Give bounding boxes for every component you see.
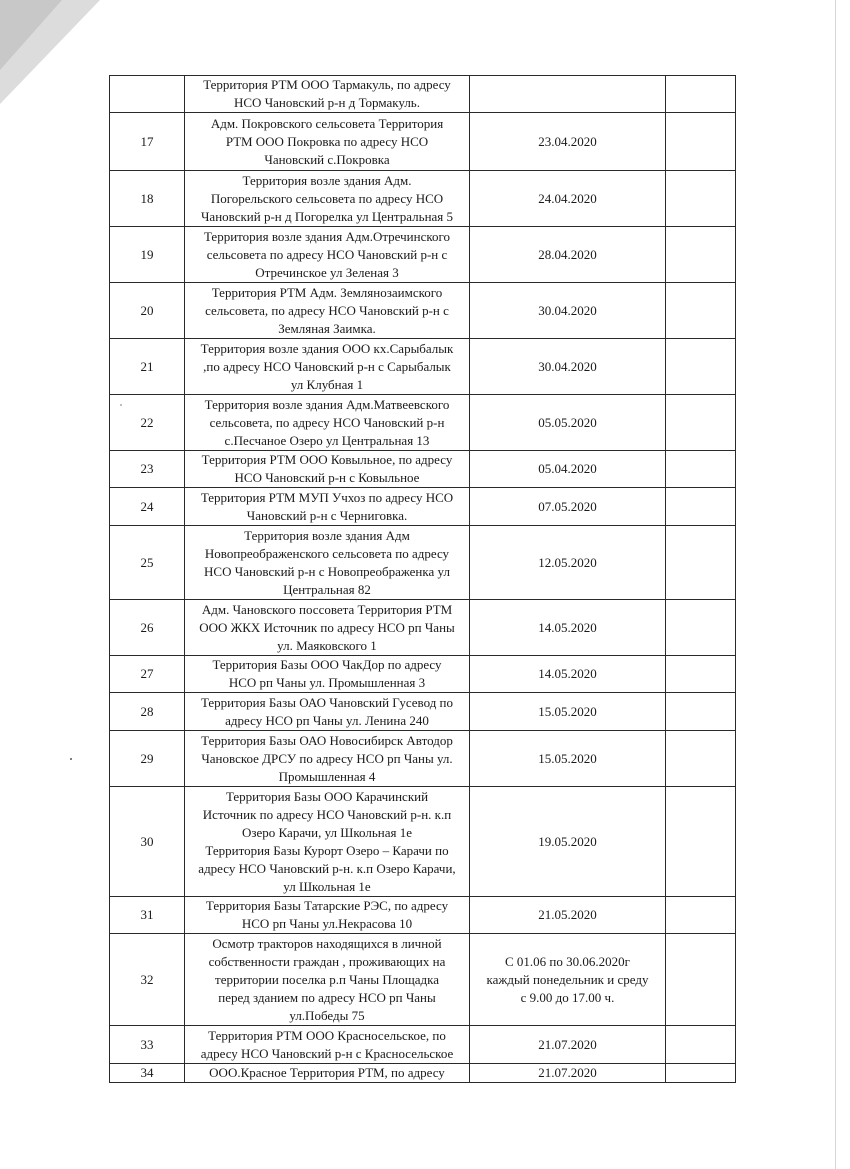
row-note — [666, 731, 736, 787]
row-number: 26 — [110, 600, 185, 656]
table-row — [110, 113, 736, 171]
table-row — [110, 488, 736, 526]
table-row — [110, 171, 736, 227]
row-location: Территория возле здания ООО кх.Сарыбалык ,по адресу НСО Чановский р-н с Сарыбалык ул Клубная 1 — [185, 339, 470, 395]
row-number: 31 — [110, 897, 185, 934]
row-location: Территория Базы Татарские РЭС, по адресу НСО рп Чаны ул.Некрасова 10 — [185, 897, 470, 934]
table-row — [110, 339, 736, 395]
row-location: Территория Базы ОАО Новосибирск Автодор Чановское ДРСУ по адресу НСО рп Чаны ул. Промышленная 4 — [185, 731, 470, 787]
row-date: 15.05.2020 — [470, 731, 666, 787]
row-note — [666, 395, 736, 451]
table-row — [110, 76, 736, 113]
row-note — [666, 934, 736, 1026]
schedule-table-body — [110, 76, 736, 1083]
table-row — [110, 1026, 736, 1064]
scan-edge-line — [835, 0, 836, 1169]
row-date: 23.04.2020 — [470, 113, 666, 171]
row-location: Территория Базы ООО ЧакДор по адресу НСО рп Чаны ул. Промышленная 3 — [185, 656, 470, 693]
row-location: Территория возле здания Адм.Матвеевского сельсовета, по адресу НСО Чановский р-н с.Песчаное Озеро ул Центральная 13 — [185, 395, 470, 451]
row-number: 28 — [110, 693, 185, 731]
row-number: 27 — [110, 656, 185, 693]
inspection-schedule-table — [109, 75, 736, 1083]
row-date: С 01.06 по 30.06.2020г каждый понедельник и среду с 9.00 до 17.00 ч. — [470, 934, 666, 1026]
scan-speck — [70, 758, 72, 760]
row-number: 34 — [110, 1064, 185, 1083]
table-row — [110, 787, 736, 897]
row-date: 19.05.2020 — [470, 787, 666, 897]
row-location: Территория РТМ ООО Тармакуль, по адресу НСО Чановский р-н д Тормакуль. — [185, 76, 470, 113]
row-number: 22 — [110, 395, 185, 451]
table-row — [110, 395, 736, 451]
table-row — [110, 934, 736, 1026]
row-location: Территория РТМ ООО Красносельское, по адресу НСО Чановский р-н с Красносельское — [185, 1026, 470, 1064]
row-location: Территория возле здания Адм Новопреображенского сельсовета по адресу НСО Чановский р-н с Новопреображенка ул Центральная 82 — [185, 526, 470, 600]
table-row — [110, 283, 736, 339]
row-note — [666, 787, 736, 897]
row-date — [470, 76, 666, 113]
row-location: Адм. Покровского сельсовета Территория РТМ ООО Покровка по адресу НСО Чановский с.Покровка — [185, 113, 470, 171]
row-location: Территория РТМ ООО Ковыльное, по адресу НСО Чановский р-н с Ковыльное — [185, 451, 470, 488]
row-number: 32 — [110, 934, 185, 1026]
row-number: 21 — [110, 339, 185, 395]
table-row — [110, 693, 736, 731]
row-note — [666, 227, 736, 283]
row-location: Территория РТМ МУП Учхоз по адресу НСО Чановский р-н с Черниговка. — [185, 488, 470, 526]
row-note — [666, 76, 736, 113]
row-date: 15.05.2020 — [470, 693, 666, 731]
row-number: 17 — [110, 113, 185, 171]
table-row — [110, 526, 736, 600]
table-row — [110, 656, 736, 693]
table-row — [110, 1064, 736, 1083]
row-note — [666, 1026, 736, 1064]
row-number: 24 — [110, 488, 185, 526]
row-note — [666, 656, 736, 693]
row-number: 30 — [110, 787, 185, 897]
row-date: 21.07.2020 — [470, 1064, 666, 1083]
row-date: 24.04.2020 — [470, 171, 666, 227]
row-note — [666, 451, 736, 488]
page-corner-fold-shadow — [0, 0, 62, 70]
row-location: Территория возле здания Адм.Отречинского сельсовета по адресу НСО Чановский р-н с Отречинское ул Зеленая 3 — [185, 227, 470, 283]
row-location: Территория возле здания Адм. Погорельского сельсовета по адресу НСО Чановский р-н д Погорелка ул Центральная 5 — [185, 171, 470, 227]
row-note — [666, 339, 736, 395]
row-date: 05.05.2020 — [470, 395, 666, 451]
row-number: 23 — [110, 451, 185, 488]
row-note — [666, 897, 736, 934]
row-note — [666, 113, 736, 171]
table-row — [110, 600, 736, 656]
row-date: 21.05.2020 — [470, 897, 666, 934]
row-note — [666, 283, 736, 339]
row-date: 07.05.2020 — [470, 488, 666, 526]
row-number — [110, 76, 185, 113]
table-row — [110, 451, 736, 488]
table-row — [110, 731, 736, 787]
row-number: 33 — [110, 1026, 185, 1064]
row-date: 14.05.2020 — [470, 600, 666, 656]
row-date: 12.05.2020 — [470, 526, 666, 600]
row-number: 18 — [110, 171, 185, 227]
row-date: 14.05.2020 — [470, 656, 666, 693]
table-row — [110, 897, 736, 934]
row-note — [666, 171, 736, 227]
row-number: 20 — [110, 283, 185, 339]
row-date: 30.04.2020 — [470, 339, 666, 395]
row-number: 25 — [110, 526, 185, 600]
row-location: Адм. Чановского поссовета Территория РТМ ООО ЖКХ Источник по адресу НСО рп Чаны ул. Маяковского 1 — [185, 600, 470, 656]
row-note — [666, 488, 736, 526]
row-note — [666, 1064, 736, 1083]
row-number: 19 — [110, 227, 185, 283]
row-note — [666, 526, 736, 600]
row-note — [666, 600, 736, 656]
row-date: 05.04.2020 — [470, 451, 666, 488]
row-location: Территория Базы ООО Карачинский Источник по адресу НСО Чановский р-н. к.п Озеро Карачи, ул Школьная 1е Территория Базы Курорт Озеро – Карачи по адресу НСО Чановский р-н. к.п Озеро Карачи, ул Школьная 1е — [185, 787, 470, 897]
row-note — [666, 693, 736, 731]
row-location: Территория Базы ОАО Чановский Гусевод по адресу НСО рп Чаны ул. Ленина 240 — [185, 693, 470, 731]
row-number: 29 — [110, 731, 185, 787]
row-date: 21.07.2020 — [470, 1026, 666, 1064]
row-date: 30.04.2020 — [470, 283, 666, 339]
row-location: Осмотр тракторов находящихся в личной собственности граждан , проживающих на территории поселка р.п Чаны Площадка перед зданием по адресу НСО рп Чаны ул.Победы 75 — [185, 934, 470, 1026]
row-location: ООО.Красное Территория РТМ, по адресу — [185, 1064, 470, 1083]
row-location: Территория РТМ Адм. Землянозаимского сельсовета, по адресу НСО Чановский р-н с Земляная Заимка. — [185, 283, 470, 339]
table-row — [110, 227, 736, 283]
row-date: 28.04.2020 — [470, 227, 666, 283]
